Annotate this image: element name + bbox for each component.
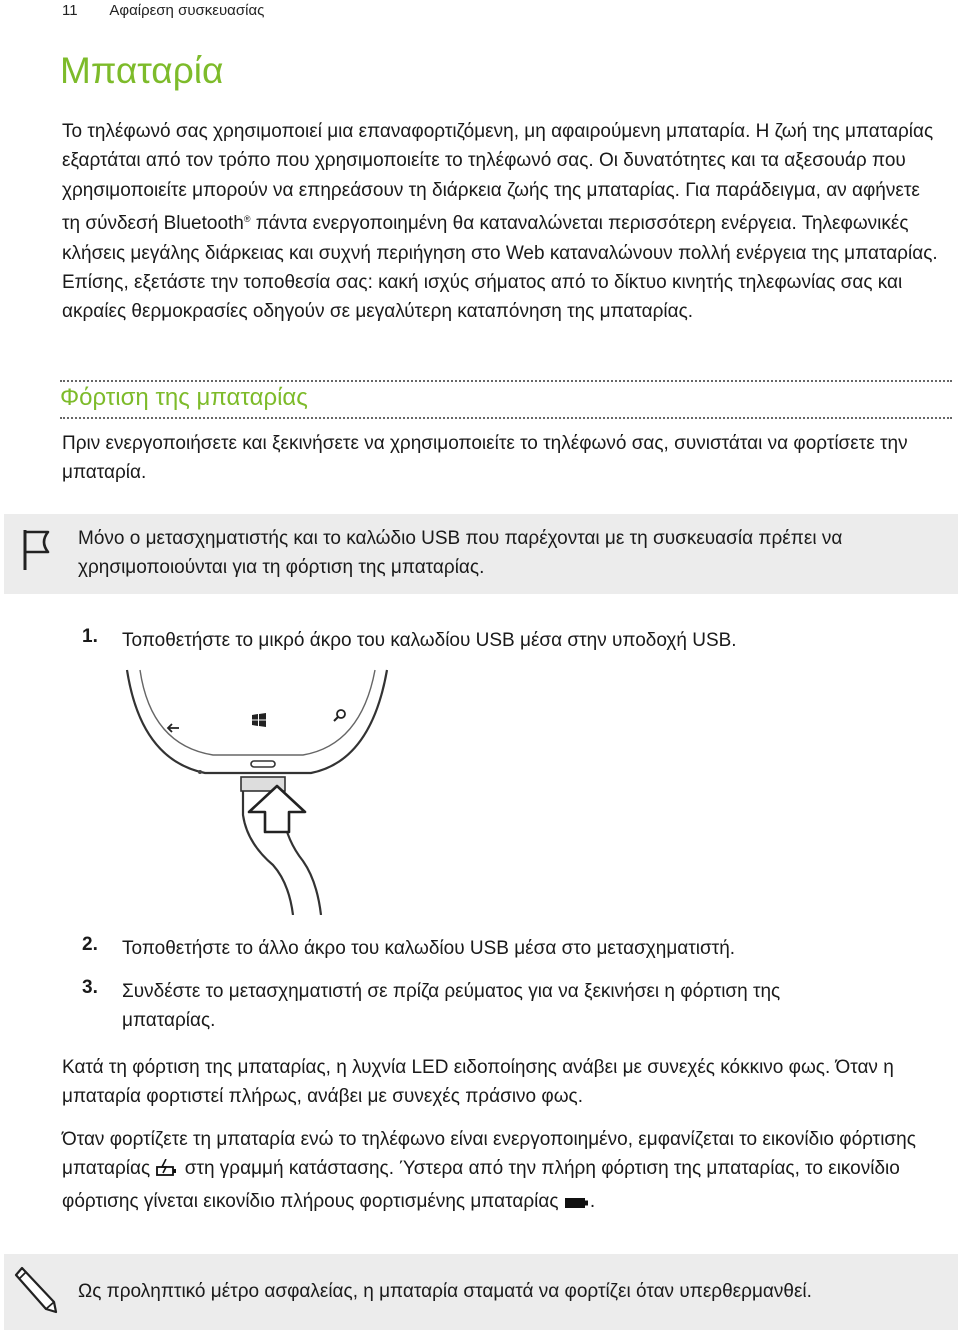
registered-mark: ® bbox=[243, 214, 251, 225]
important-note-text: Μόνο ο μετασχηματιστής και το καλώδιο USB που παρέχονται με τη συσκευασία πρέπει να χρησιμοποιούνται για τη φόρτιση της μπαταρίας. bbox=[78, 528, 843, 579]
step-number-2: 2. bbox=[82, 934, 98, 955]
pencil-icon bbox=[14, 1264, 60, 1319]
intro-text-1: Το τηλέφωνό σας χρησιμοποιεί μια επαναφορτιζόμενη, μη αφαιρούμενη μπαταρία. Η ζωή της μπαταρίας εξαρτάται από τον τρόπο που χρησιμοποιείτε το τηλέφωνό σας. Οι δυνατότητες και τα αξεσουάρ που χρησιμοποιείτε μπορούν να επηρεάσουν τη διάρκεια ζωής της μπαταρίας. Για παράδειγμα, αν αφήνετε τη σύνδεσή Bluetooth bbox=[62, 121, 934, 235]
chapter-title: Αφαίρεση συσκευασίας bbox=[109, 2, 265, 19]
icon-para-text-1: Όταν φορτίζετε τη μπαταρία ενώ το τηλέφωνο είναι ενεργοποιημένο, εμφανίζεται το εικονίδιο φόρτισης μπαταρίας bbox=[62, 1129, 916, 1180]
search-icon bbox=[333, 708, 347, 727]
intro-text-2: πάντα ενεργοποιημένη θα καταναλώνεται περισσότερη ενέργεια. Τηλεφωνικές κλήσεις μεγάλης διάρκειας και συχνή περιήγηση στο Web καταναλώνουν πολλή ενέργεια της μπαταρίας. Επίσης, εξετάστε την τοποθεσία σας: κακή ισχύς σήματος από το δίκτυο κινητής τηλεφωνίας σας και ακραίες θερμοκρασίες οδηγούν σε μεγαλύτερη καταπόνηση της μπαταρίας. bbox=[62, 213, 938, 323]
section-rule-bottom bbox=[60, 417, 952, 419]
section-intro: Πριν ενεργοποιήσετε και ξεκινήσετε να χρησιμοποιείτε το τηλέφωνό σας, συνιστάται να φορτίσετε την μπαταρία. bbox=[62, 433, 908, 484]
step-text-2: Τοποθετήστε το άλλο άκρο του καλωδίου USB μέσα στο μετασχηματιστή. bbox=[122, 938, 736, 959]
page-title: Μπαταρία bbox=[60, 50, 224, 91]
section-title: Φόρτιση της μπαταρίας bbox=[60, 384, 308, 411]
icon-para-text-3: . bbox=[589, 1190, 596, 1212]
flag-icon bbox=[20, 528, 52, 577]
back-arrow-icon bbox=[166, 721, 180, 739]
step-text-3: Συνδέστε το μετασχηματιστή σε πρίζα ρεύματος για να ξεκινήσει η φόρτιση της μπαταρίας. bbox=[122, 981, 781, 1032]
intro-paragraph bbox=[62, 117, 942, 327]
battery-charging-icon bbox=[155, 1157, 179, 1186]
led-paragraph: Κατά τη φόρτιση της μπαταρίας, η λυχνία LED ειδοποίησης ανάβει με συνεχές κόκκινο φως. Όταν η μπαταρία φορτιστεί πλήρως, ανάβει με συνεχές πράσινο φως. bbox=[62, 1057, 894, 1108]
page-number: 11 bbox=[62, 2, 78, 19]
page-header bbox=[62, 2, 264, 19]
step-text-1: Τοποθετήστε το μικρό άκρο του καλωδίου USB μέσα στην υποδοχή USB. bbox=[122, 630, 737, 651]
step-number-1: 1. bbox=[82, 626, 98, 647]
insert-arrow-icon bbox=[247, 784, 307, 839]
step-number-3: 3. bbox=[82, 977, 98, 998]
section-rule-top bbox=[60, 380, 952, 382]
windows-logo-icon bbox=[252, 713, 266, 732]
tip-note-text: Ως προληπτικό μέτρο ασφαλείας, η μπαταρία σταματά να φορτίζει όταν υπερθερμανθεί. bbox=[78, 1281, 812, 1302]
icon-paragraph bbox=[62, 1125, 942, 1219]
battery-full-icon bbox=[564, 1190, 590, 1219]
icon-para-text-2: στη γραμμή κατάστασης. Ύστερα από την πλήρη φόρτιση της μπαταρίας, το εικονίδιο φόρτισης γίνεται εικονίδιο πλήρους φορτισμένης μπαταρίας bbox=[62, 1158, 900, 1212]
